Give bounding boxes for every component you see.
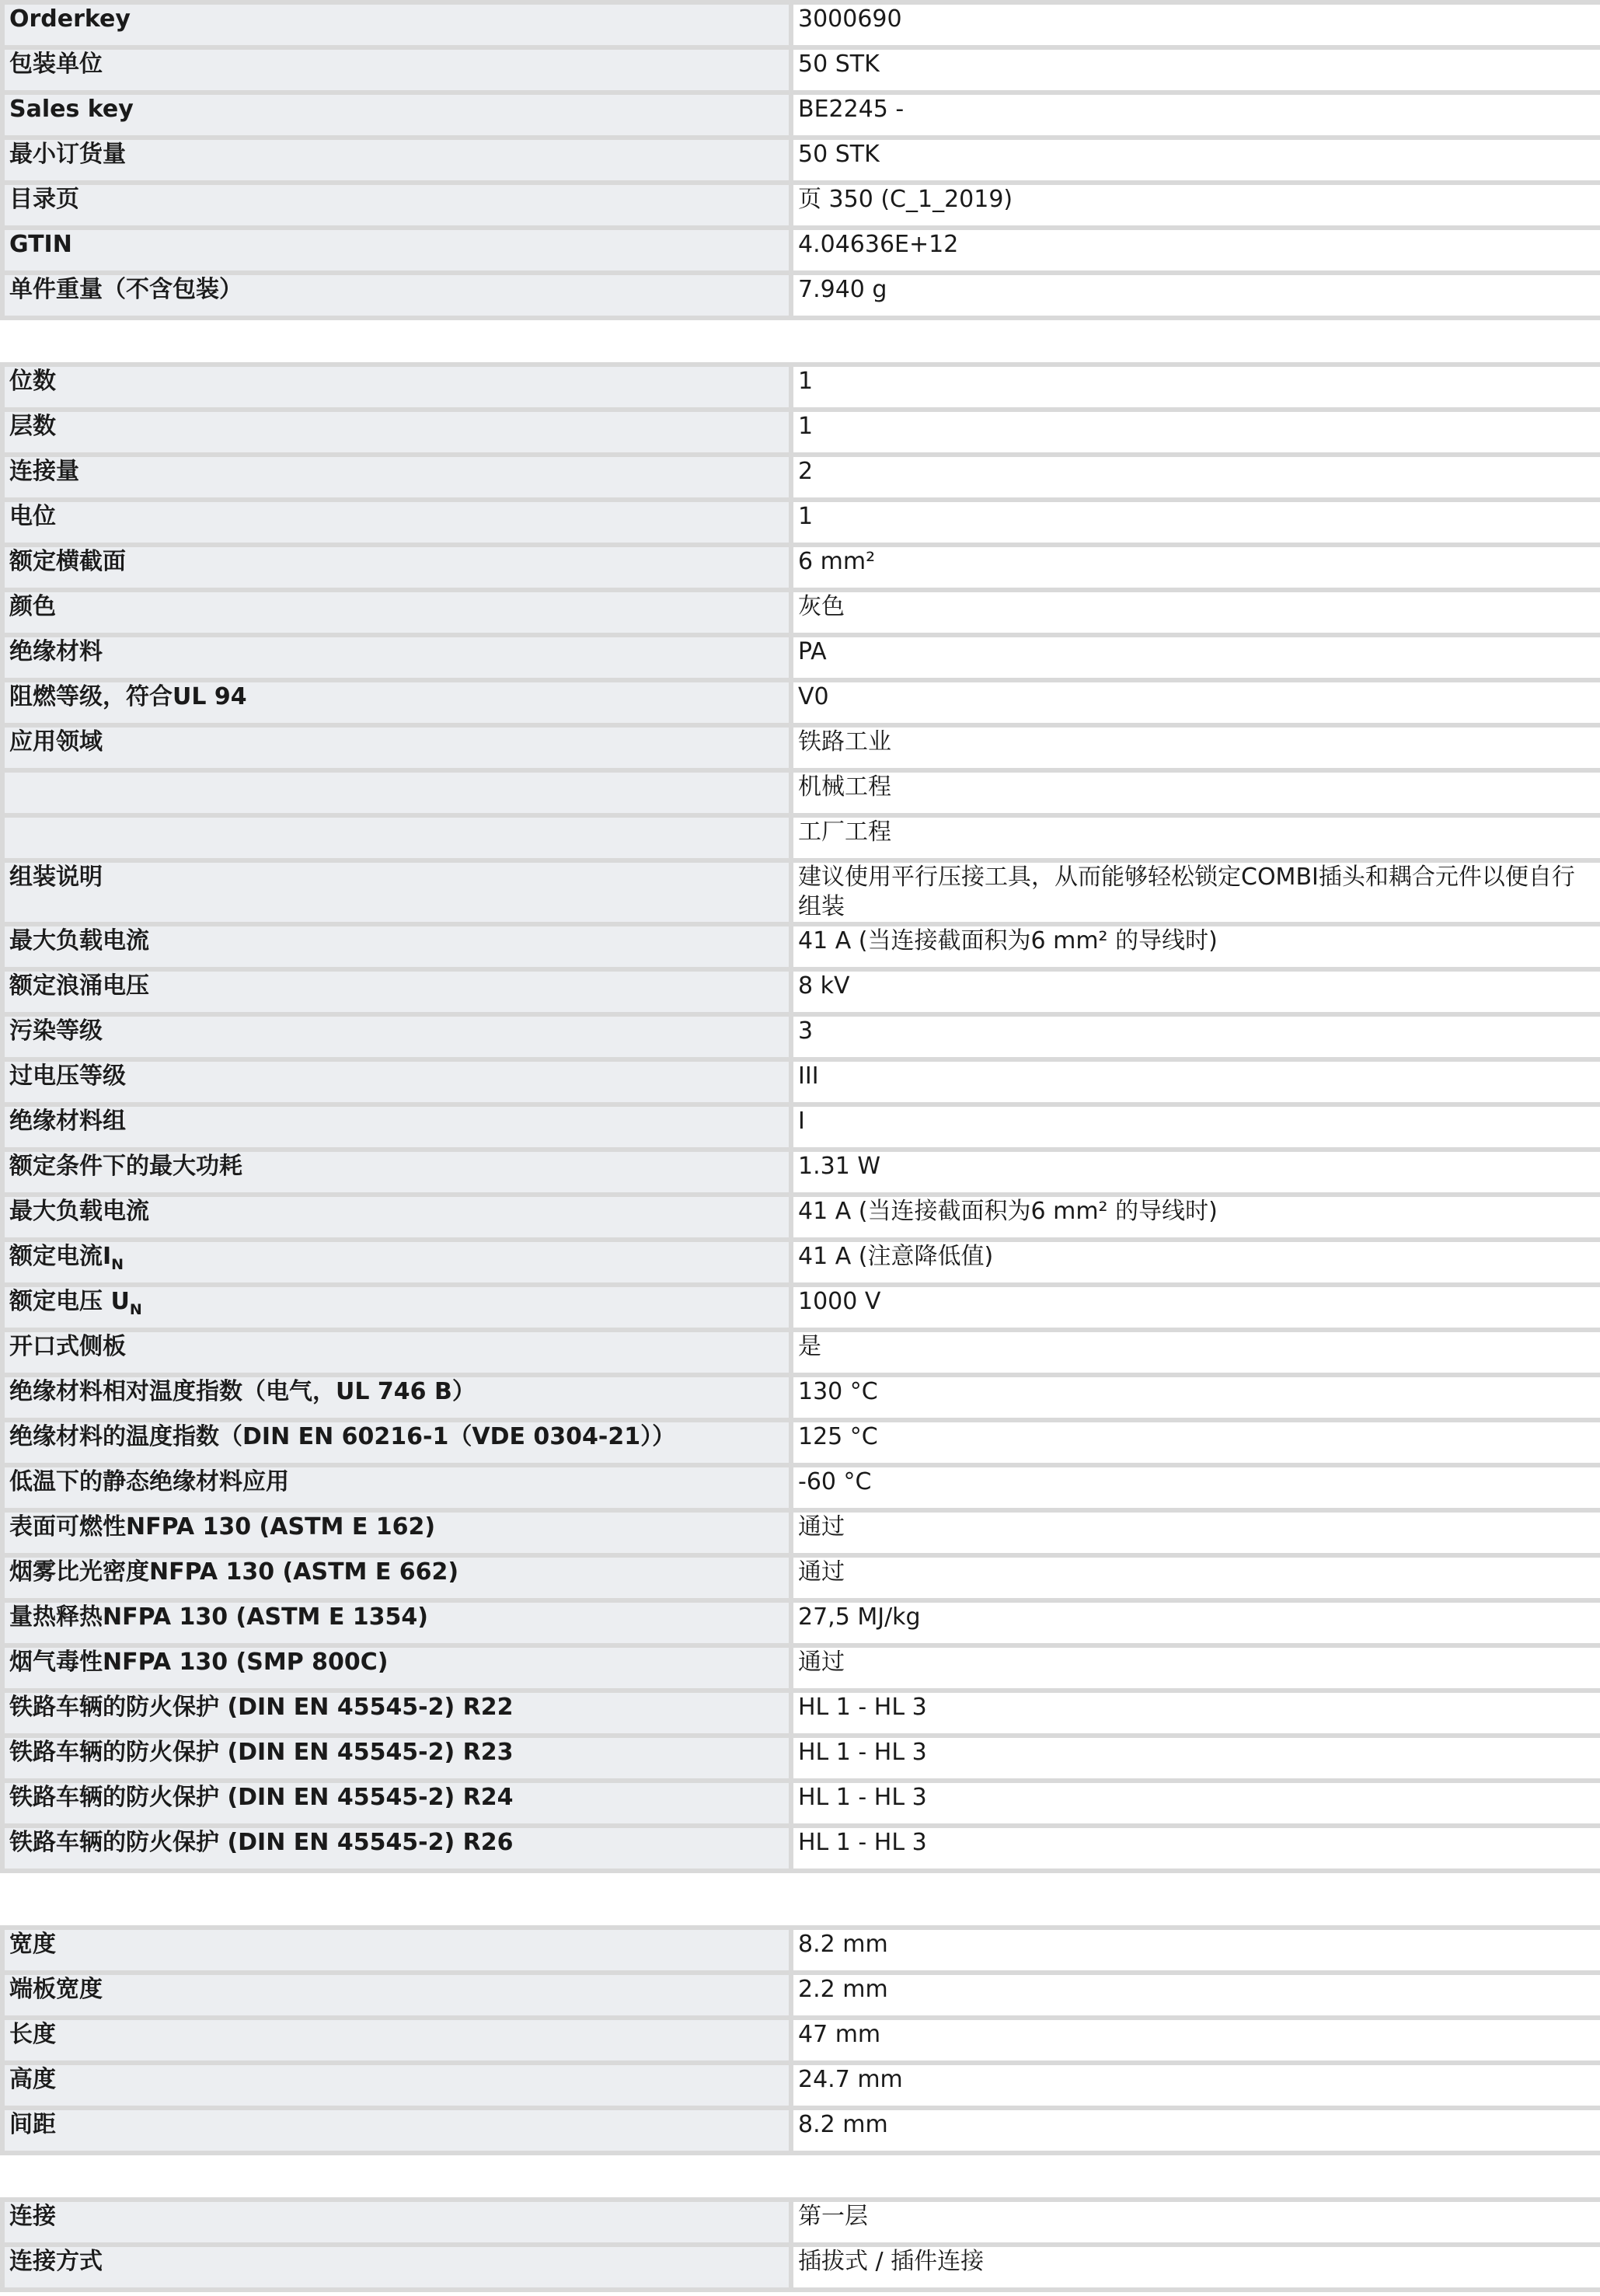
row-label: GTIN: [5, 230, 789, 270]
dimensions-table: [0, 1925, 1600, 2155]
table-row: [5, 1062, 1600, 1102]
row-label: 铁路车辆的防火保护 (DIN EN 45545-2) R26: [5, 1828, 789, 1869]
table-row: [5, 230, 1600, 270]
table-row: [5, 1197, 1600, 1237]
row-label: 额定浪涌电压: [5, 972, 789, 1012]
table-row: [5, 1975, 1600, 2015]
table-row: [5, 1242, 1600, 1282]
table-row: [5, 1513, 1600, 1553]
row-label: 连接量: [5, 457, 789, 497]
row-value: 7.940 g: [793, 275, 1600, 316]
table-row: [5, 457, 1600, 497]
table-row: [5, 1332, 1600, 1373]
row-label-empty: [5, 773, 789, 813]
row-label: 目录页: [5, 185, 789, 225]
row-value: 1.31 W: [793, 1152, 1600, 1192]
row-value: I: [793, 1107, 1600, 1147]
label-subscript: N: [129, 1301, 142, 1318]
row-value: 灰色: [793, 592, 1600, 633]
table-row: [5, 1648, 1600, 1688]
row-label: 铁路车辆的防火保护 (DIN EN 45545-2) R22: [5, 1693, 789, 1733]
table-row: [5, 1017, 1600, 1057]
table-row: [5, 185, 1600, 225]
row-value: 2: [793, 457, 1600, 497]
row-value: 50 STK: [793, 140, 1600, 180]
row-value: 3: [793, 1017, 1600, 1057]
row-label-rated-current: [5, 1242, 789, 1282]
row-label: 间距: [5, 2110, 789, 2151]
table-row: [5, 502, 1600, 543]
row-value: 8.2 mm: [793, 2110, 1600, 2151]
table-row: [5, 367, 1600, 407]
table-row: [5, 140, 1600, 180]
row-value: 4.04636E+12: [793, 230, 1600, 270]
row-value: 41 A (注意降低值): [793, 1242, 1600, 1282]
row-label: 低温下的静态绝缘材料应用: [5, 1467, 789, 1508]
table-row: [5, 728, 1600, 768]
row-label: 量热释热NFPA 130 (ASTM E 1354): [5, 1603, 789, 1643]
connection-table: [0, 2197, 1600, 2292]
row-label: 绝缘材料组: [5, 1107, 789, 1147]
row-label: 额定条件下的最大功耗: [5, 1152, 789, 1192]
table-row: [5, 1287, 1600, 1328]
row-label: 最大负载电流: [5, 926, 789, 967]
row-label: 污染等级: [5, 1017, 789, 1057]
row-value: 建议使用平行压接工具，从而能够轻松锁定COMBI插头和耦合元件以便自行组装: [793, 863, 1600, 922]
properties-table: [0, 362, 1600, 1873]
row-value: 3000690: [793, 5, 1600, 45]
row-label: 电位: [5, 502, 789, 543]
row-value: 机械工程: [793, 773, 1600, 813]
row-value: 27,5 MJ/kg: [793, 1603, 1600, 1643]
table-row: [5, 592, 1600, 633]
row-value: 130 °C: [793, 1377, 1600, 1418]
row-label-rated-voltage: [5, 1287, 789, 1328]
table-row: [5, 2202, 1600, 2242]
label-text: 额定电流I: [9, 1243, 112, 1270]
table-row: [5, 1603, 1600, 1643]
row-label: 阻燃等级，符合UL 94: [5, 682, 789, 723]
row-label: 铁路车辆的防火保护 (DIN EN 45545-2) R24: [5, 1783, 789, 1823]
row-label: 组装说明: [5, 863, 789, 922]
row-label: 应用领域: [5, 728, 789, 768]
table-row: [5, 682, 1600, 723]
table-row: [5, 863, 1600, 922]
row-value: HL 1 - HL 3: [793, 1693, 1600, 1733]
row-value: 50 STK: [793, 50, 1600, 90]
row-value: 24.7 mm: [793, 2065, 1600, 2106]
row-label: Sales key: [5, 95, 789, 135]
row-value: -60 °C: [793, 1467, 1600, 1508]
row-label: 连接: [5, 2202, 789, 2242]
row-value: 8.2 mm: [793, 1930, 1600, 1970]
table-row: [5, 1107, 1600, 1147]
row-value: 1: [793, 367, 1600, 407]
row-label: 绝缘材料的温度指数（DIN EN 60216-1（VDE 0304-21））: [5, 1422, 789, 1463]
row-label: 包装单位: [5, 50, 789, 90]
table-row: [5, 275, 1600, 316]
row-label: 绝缘材料: [5, 637, 789, 678]
row-label: 单件重量（不含包装）: [5, 275, 789, 316]
row-value: 通过: [793, 1513, 1600, 1553]
table-row: [5, 95, 1600, 135]
table-row: [5, 1693, 1600, 1733]
row-value: HL 1 - HL 3: [793, 1783, 1600, 1823]
row-label: 烟雾比光密度NFPA 130 (ASTM E 662): [5, 1558, 789, 1598]
row-value: III: [793, 1062, 1600, 1102]
row-label: 烟气毒性NFPA 130 (SMP 800C): [5, 1648, 789, 1688]
row-value: 页 350 (C_1_2019): [793, 185, 1600, 225]
row-label: 表面可燃性NFPA 130 (ASTM E 162): [5, 1513, 789, 1553]
table-row: [5, 2110, 1600, 2151]
table-row: [5, 1828, 1600, 1869]
row-value: 第一层: [793, 2202, 1600, 2242]
table-row: [5, 5, 1600, 45]
row-value: 47 mm: [793, 2020, 1600, 2060]
row-value: PA: [793, 637, 1600, 678]
row-value: 8 kV: [793, 972, 1600, 1012]
table-row: [5, 1930, 1600, 1970]
row-label: 铁路车辆的防火保护 (DIN EN 45545-2) R23: [5, 1738, 789, 1778]
row-label: 宽度: [5, 1930, 789, 1970]
general-table: [0, 0, 1600, 320]
row-value: 是: [793, 1332, 1600, 1373]
table-row: [5, 2065, 1600, 2106]
row-value: 2.2 mm: [793, 1975, 1600, 2015]
row-value: 1: [793, 412, 1600, 452]
table-row: [5, 818, 1600, 858]
row-value: 125 °C: [793, 1422, 1600, 1463]
row-value: 插拔式 / 插件连接: [793, 2247, 1600, 2287]
row-label: 长度: [5, 2020, 789, 2060]
row-value: HL 1 - HL 3: [793, 1828, 1600, 1869]
row-label: 绝缘材料相对温度指数（电气，UL 746 B）: [5, 1377, 789, 1418]
row-value: BE2245 -: [793, 95, 1600, 135]
row-label: 连接方式: [5, 2247, 789, 2287]
row-value: 1: [793, 502, 1600, 543]
row-value: 41 A (当连接截面积为6 mm² 的导线时): [793, 1197, 1600, 1237]
table-row: [5, 1738, 1600, 1778]
row-value: V0: [793, 682, 1600, 723]
row-value: 1000 V: [793, 1287, 1600, 1328]
row-label: 高度: [5, 2065, 789, 2106]
row-label: 颜色: [5, 592, 789, 633]
table-row: [5, 1467, 1600, 1508]
row-label: 最小订货量: [5, 140, 789, 180]
table-row: [5, 1152, 1600, 1192]
table-row: [5, 1783, 1600, 1823]
label-subscript: N: [111, 1256, 124, 1273]
table-row: [5, 637, 1600, 678]
table-row: [5, 773, 1600, 813]
row-label: 最大负载电流: [5, 1197, 789, 1237]
row-label: 位数: [5, 367, 789, 407]
table-row: [5, 2247, 1600, 2287]
row-label-empty: [5, 818, 789, 858]
row-value: 通过: [793, 1558, 1600, 1598]
row-value: 工厂工程: [793, 818, 1600, 858]
table-row: [5, 1377, 1600, 1418]
label-text: 额定电压 U: [9, 1288, 130, 1315]
row-value: HL 1 - HL 3: [793, 1738, 1600, 1778]
row-label: 过电压等级: [5, 1062, 789, 1102]
row-value: 通过: [793, 1648, 1600, 1688]
row-label: 层数: [5, 412, 789, 452]
row-value: 铁路工业: [793, 728, 1600, 768]
row-label: Orderkey: [5, 5, 789, 45]
table-row: [5, 50, 1600, 90]
table-row: [5, 926, 1600, 967]
table-row: [5, 547, 1600, 588]
table-row: [5, 412, 1600, 452]
table-row: [5, 1558, 1600, 1598]
row-label: 额定横截面: [5, 547, 789, 588]
table-row: [5, 1422, 1600, 1463]
row-value: 41 A (当连接截面积为6 mm² 的导线时): [793, 926, 1600, 967]
row-label: 端板宽度: [5, 1975, 789, 2015]
row-label: 开口式侧板: [5, 1332, 789, 1373]
row-value: 6 mm²: [793, 547, 1600, 588]
table-row: [5, 972, 1600, 1012]
table-row: [5, 2020, 1600, 2060]
